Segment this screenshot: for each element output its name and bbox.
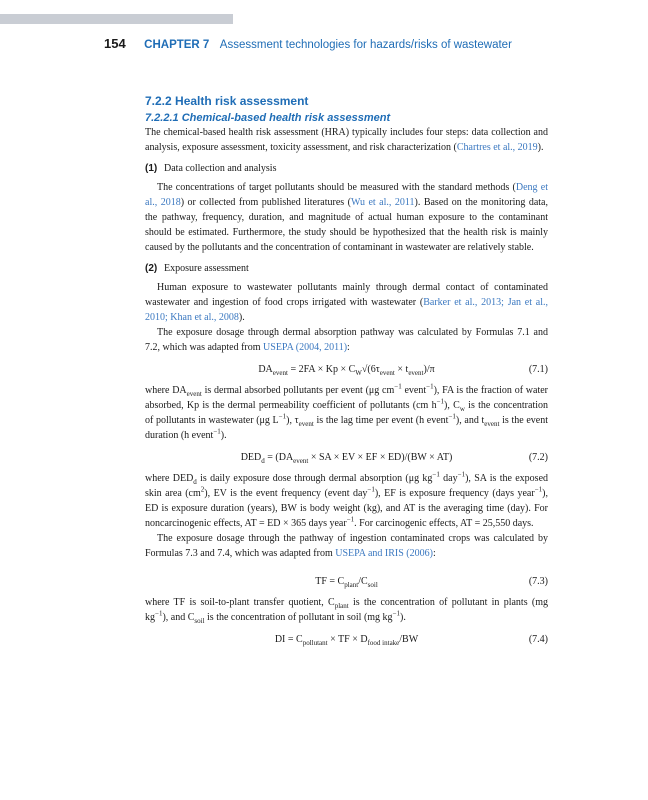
step1-heading: (1) Data collection and analysis [145, 163, 277, 174]
page-body [145, 93, 548, 653]
step1-paragraph: The concentrations of target pollutants should be measured with the standard methods (Deng et al., 2018) or collected from published literatures (Wu et al., 2011). Based on the monitoring data, the pathway, frequency, duration, and magnitude of actual human exposure to the contaminant should be estimated. Furthermore, the study should be hypothesized that the health risk is mainly caused by the pollutants and the concentration of contaminant in wastewater are relatively stable. [145, 182, 548, 253]
equation-7-4: DI = $C_{pollutant}$ × TF × $D_{food intake}/BW$ (7.4) [145, 629, 548, 651]
equation-number: (7.1) [528, 364, 548, 375]
ingestion-paragraph: The exposure dosage through the pathway of ingestion contaminated crops was calculated by Formulas 7.3 and 7.4, which was adapted from USEPA and IRIS (2006): [145, 533, 548, 559]
equation-7-2-definitions: where $DED_d$ is daily exposure dose through dermal absorption (μg $kg^{-1}$ day$^{-1}$), SA is the exposed skin area $(cm^2)$, EV is the event frequency (event day$^{-1}$), EF is exposure frequency (days year$^{-1}$), ED is exposure duration (years), BW is body weight (kg), and AT is the averaging time (day). For noncarcinogenic effects, AT = ED × 365 days year$^{-1}$. For carcinogenic effects, AT = 25,550 days. [145, 470, 549, 529]
citation-link[interactable]: Wu et al., 2011 [350, 197, 415, 208]
equation-7-2: $DED_d = (DA_{event}$ × SA × EV × EF × ED)/(BW × AT) (7.2) [145, 447, 548, 469]
chapter-label: CHAPTER 7 [144, 39, 210, 51]
running-header [104, 35, 624, 53]
equation-7-1-definitions: where $DA_{event}$ is dermal absorbed pollutants per event (μg $cm^{-1}$ event$^{-1}$), FA is the fraction of water absorbed, Kp is the dermal permeability coefficient of pollutants (cm $h^{-1}$), $C_w$ is the concentration of pollutants in wastewater (μg $L^{-1}$), $\tau_{event}$ is the lag time per event (h event$^{-1}$), and $t_{event}$ is the event duration (h event$^{-1}$). [145, 382, 549, 441]
step2-paragraph-2: The exposure dosage through dermal absorption pathway was calculated by Formulas 7.1 and 7.2, which was adapted from USEPA (2004, 2011): [145, 327, 548, 353]
section-heading: 7.2.2 Health risk assessment [145, 94, 309, 108]
citation-link[interactable]: USEPA (2004, 2011) [263, 342, 348, 353]
equation-7-1: $DA_{event} = 2FA \times Kp \times C_W√(6\tau_{event} \times t_{event})/\pi$ (7.1) [145, 359, 548, 381]
citation-link[interactable]: Deng et al., 2018 [145, 182, 548, 208]
citation-link[interactable]: Barker et al., 2013; Jan et al., 2010; Khan et al., 2008 [145, 297, 548, 323]
equation-number: (7.3) [528, 576, 548, 587]
citation-link[interactable]: Chartres et al., 2019 [456, 142, 538, 153]
subsection-heading: 7.2.2.1 Chemical-based health risk assessment [145, 112, 391, 124]
step2-paragraph-1: Human exposure to wastewater pollutants mainly through dermal contact of contaminated wastewater and ingestion of food crops irrigated with wastewater (Barker et al., 2013; Jan et al., 2010; Khan et al., 2008). [145, 282, 548, 323]
top-color-bar [0, 14, 233, 24]
step2-heading: (2) Exposure assessment [145, 263, 249, 274]
intro-paragraph: The chemical-based health risk assessment (HRA) typically includes four steps: data collection and analysis, exposure assessment, toxicity assessment, and risk characterization (Chartres et al., 2019). [145, 127, 548, 153]
equation-number: (7.4) [528, 634, 548, 645]
citation-link[interactable]: USEPA and IRIS (2006) [335, 548, 433, 559]
equation-number: (7.2) [528, 452, 548, 463]
page-number: 154 [104, 36, 126, 51]
equation-7-3-definitions: where TF is soil-to-plant transfer quotient, $C_{plant}$ is the concentration of pollutant in plants (mg $kg^{-1}$), and $C_{soil}$ is the concentration of pollutant in soil (mg $kg^{-1}$). [145, 597, 548, 625]
equation-7-3: TF = $C_{plant}/C_{soil}$ (7.3) [145, 571, 548, 593]
chapter-title: Assessment technologies for hazards/risks of wastewater [219, 39, 512, 51]
